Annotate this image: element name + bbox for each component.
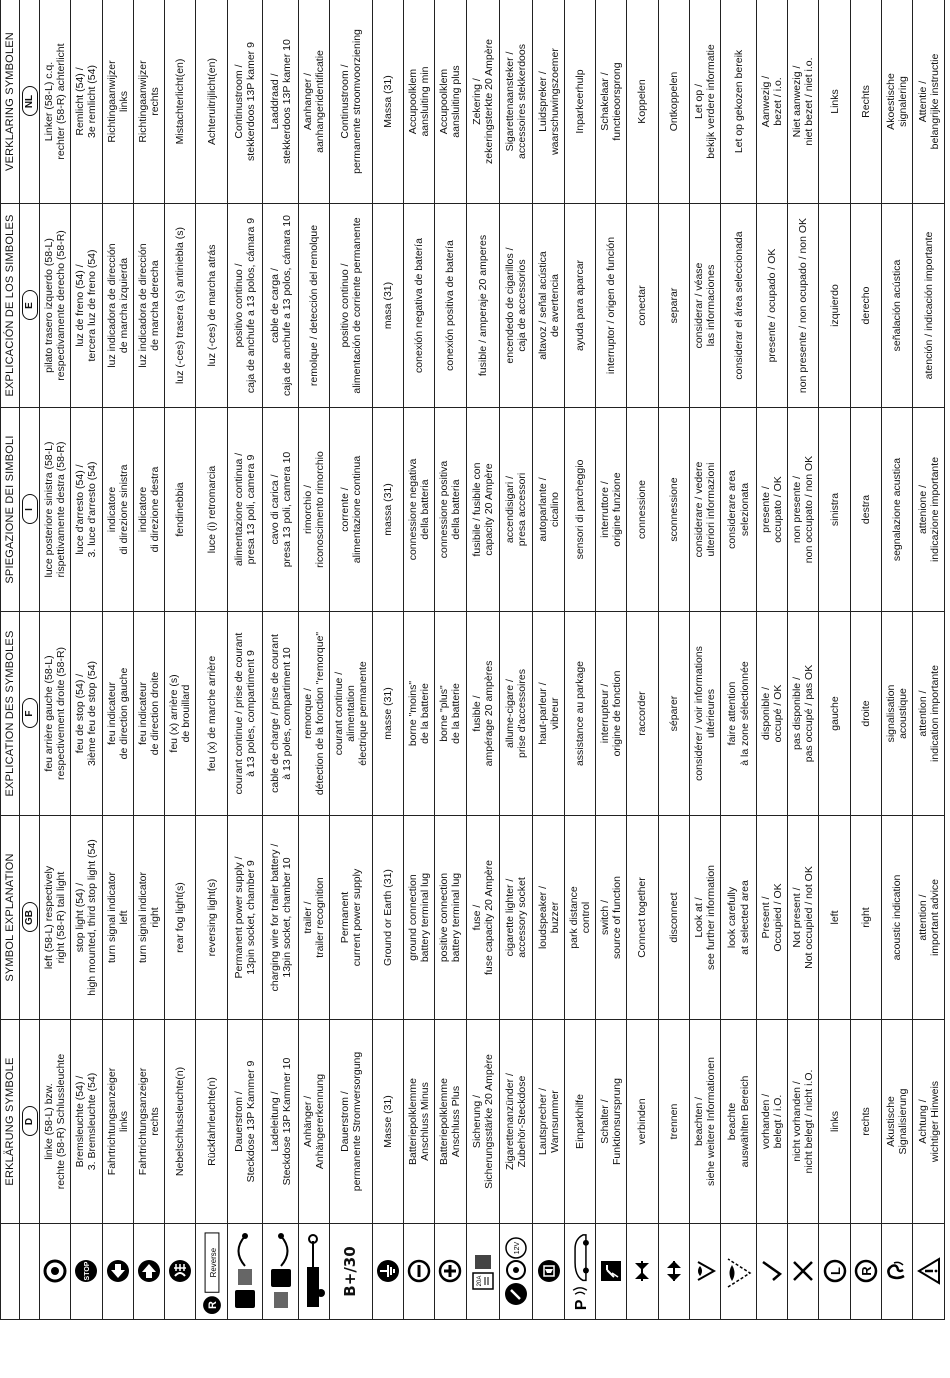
explanation-cell: allume-cigare / prise d'accessoires (499, 612, 532, 816)
explanation-cell: alimentazione continua / presa 13 poli, camera 9 (227, 408, 263, 612)
explanation-cell: turn signal indicator left (102, 816, 133, 1020)
explanation-cell: Permanent current power supply (330, 816, 372, 1020)
explanation-cell: fusible / amperaje 20 amperes (466, 204, 499, 408)
explanation-cell: acoustic indication (882, 816, 913, 1020)
explanation-cell: conexión positiva de batería (435, 204, 466, 408)
explanation-cell: Mistachterlicht(en) (165, 0, 196, 204)
switch-icon (597, 1227, 625, 1316)
svg-text:R: R (858, 1266, 874, 1277)
explanation-cell: Remlicht (54) / 3e remlicht (54) (71, 0, 102, 204)
symbol-cell (227, 1224, 263, 1320)
explanation-cell: Masse (31) (372, 1020, 403, 1224)
symbol-cell (71, 1224, 102, 1320)
symbol-cell (299, 1224, 330, 1320)
explanation-cell: presente / ocupado / OK (756, 204, 787, 408)
symbol-cell (533, 1224, 564, 1320)
explanation-cell: altavoz / señal acústica de avertencia (533, 204, 564, 408)
warning-icon (914, 1227, 943, 1316)
table-row (403, 0, 434, 1320)
explanation-cell: feu arrière gauche (58-L) respectivement droite (58-R) (40, 612, 71, 816)
explanation-cell: haut-parleur / vibreur (533, 612, 564, 816)
symbol-cell (330, 1224, 372, 1320)
acoustic-icon (883, 1227, 911, 1316)
explanation-cell: considerar el área seleccionada (721, 204, 757, 408)
explanation-cell: stop light (54) / high mounted, third stop light (54) (71, 816, 102, 1020)
explanation-cell: look carefully at selected area (721, 816, 757, 1020)
tail-light-icon (41, 1227, 69, 1316)
language-code-badge: GB (22, 903, 38, 933)
explanation-cell: connessione negativa della batteria (403, 408, 434, 612)
explanation-cell: Ground or Earth (31) (372, 816, 403, 1020)
symbol-cell (466, 1224, 499, 1320)
power-supply-icon (229, 1227, 262, 1316)
check-icon (758, 1227, 786, 1316)
fuse-20a-text: 20A (476, 1276, 483, 1287)
explanation-cell: Ladeleitung / Steckdose 13P Kammer 10 (263, 1020, 299, 1224)
symbol-cell (850, 1224, 881, 1320)
explanation-cell: positivo continuo / caja de anchufe a 13 polos, cámara 9 (227, 204, 263, 408)
explanation-cell: pilato trasero izquerdo (58-L) respectivamente derecho (58-R) (40, 204, 71, 408)
explanation-cell: non presente / non occupato / non OK (788, 408, 819, 612)
explanation-cell: izquierdo (819, 204, 850, 408)
explanation-cell: faire attention à la zone sélectionnée (721, 612, 757, 816)
explanation-cell: cable de charge / prise de courant à 13 poles, compartiment 10 (263, 612, 299, 816)
symbol-cell (263, 1224, 299, 1320)
explanation-cell: feu indicateur de direction gauche (102, 612, 133, 816)
b30-icon (331, 1227, 370, 1316)
table-row (499, 0, 532, 1320)
fuse-icon (468, 1227, 498, 1316)
language-code-badge: D (22, 1107, 38, 1137)
cigarette-lighter-icon (501, 1227, 531, 1316)
language-code (20, 1020, 40, 1224)
explanation-cell: attention / indication importante (913, 612, 945, 816)
explanation-cell: positivo continuo / alimentación de corriente permanente (330, 204, 372, 408)
explanation-cell: verbinden (627, 1020, 658, 1224)
explanation-cell: loudspeaker / buzzer (533, 816, 564, 1020)
symbol-cell (499, 1224, 532, 1320)
explanation-cell: cavo di carica / presa 13 poli, camera 10 (263, 408, 299, 612)
explanation-cell: Fahrtrichtungsanzeiger rechts (133, 1020, 164, 1224)
explanation-cell: interruptor / origen de función (596, 204, 627, 408)
symbol-cell (627, 1224, 658, 1320)
explanation-cell: segnalazione acustica (882, 408, 913, 612)
table-row (102, 0, 133, 1320)
explanation-cell: sconnessione (658, 408, 689, 612)
symbol-cell (165, 1224, 196, 1320)
table-row (788, 0, 819, 1320)
explanation-cell: links (819, 1020, 850, 1224)
explanation-cell: conectar (627, 204, 658, 408)
table-row (165, 0, 196, 1320)
explanation-cell: left (819, 816, 850, 1020)
explanation-cell: Akustische Signalisierung (882, 1020, 913, 1224)
table-row (40, 0, 71, 1320)
explanation-cell: Richtingaanwijzer links (102, 0, 133, 204)
explanation-cell: Links (819, 0, 850, 204)
explanation-cell: autoparlante / cicalino (533, 408, 564, 612)
symbol-cell (788, 1224, 819, 1320)
table-row (658, 0, 689, 1320)
language-code-badge: I (22, 495, 38, 525)
symbol-cell (913, 1224, 945, 1320)
symbol-cell (196, 1224, 227, 1320)
explanation-cell: sensori di parcheggio (564, 408, 595, 612)
header-title: SYMBOL EXPLANATION (1, 816, 20, 1020)
explanation-cell: Attentie / belangrijke instructie (913, 0, 945, 204)
table-row (882, 0, 913, 1320)
explanation-cell: Batteriepolklemme Anschluss Minus (403, 1020, 434, 1224)
explanation-cell: reversing light(s) (196, 816, 227, 1020)
explanation-cell: luz de freno (54) / tercera luz de freno (54) (71, 204, 102, 408)
header-title: SPIEGAZIONE DEI SIMBOLI (1, 408, 20, 612)
explanation-cell: Ontkoppelen (658, 0, 689, 204)
explanation-cell: Rechts (850, 0, 881, 204)
header-title (1, 1224, 20, 1320)
explanation-cell: considerar / véase las informaciones (689, 204, 720, 408)
explanation-cell: Zigarettenanzünder / Zubehör-Steckdose (499, 1020, 532, 1224)
table-row (71, 0, 102, 1320)
explanation-cell: Einparkhilfe (564, 1020, 595, 1224)
explanation-cell: rechts (850, 1020, 881, 1224)
header-title: EXPLICACIÓN DE LOS SIMBOLES (1, 204, 20, 408)
explanation-cell: positive connection battery terminal lug (435, 816, 466, 1020)
explanation-cell: luz (-ces) de marcha atrás (196, 204, 227, 408)
explanation-cell: remorque / détection de la fonction "remorque" (299, 612, 330, 816)
language-code-badge: E (22, 291, 38, 321)
explanation-cell: fusibile / fusibile con capacity 20 Ampère (466, 408, 499, 612)
explanation-cell: destra (850, 408, 881, 612)
symbol-cell (756, 1224, 787, 1320)
explanation-cell: right (850, 816, 881, 1020)
table-row (756, 0, 787, 1320)
explanation-cell: connessione positiva della batteria (435, 408, 466, 612)
explanation-cell: conexión negativa de batería (403, 204, 434, 408)
symbol-cell (721, 1224, 757, 1320)
stop-light-icon (72, 1227, 100, 1316)
symbol-cell (133, 1224, 164, 1320)
explanation-cell: Accupoolklem aansluiting plus (435, 0, 466, 204)
turn-left-icon (104, 1227, 132, 1316)
explanation-cell: cable de carga / caja de anchufe a 13 polos, cámara 10 (263, 204, 299, 408)
explanation-cell: park distance control (564, 816, 595, 1020)
explanation-cell: Linker (58-L) c.q. rechter (58-R) achterlicht (40, 0, 71, 204)
battery-minus-icon (405, 1227, 433, 1316)
explanation-cell: Inparkeerhulp (564, 0, 595, 204)
explanation-cell: presente / occupato / OK (756, 408, 787, 612)
language-code (20, 408, 40, 612)
explanation-cell: ground connection battery terminal lug (403, 816, 434, 1020)
explanation-cell: Zekering / zekeringsterkte 20 Ampère (466, 0, 499, 204)
language-code (20, 1224, 40, 1320)
explanation-cell: Continustroom / stekkerdoos 13P kamer 9 (227, 0, 263, 204)
explanation-cell: beachte auswählten Bereich (721, 1020, 757, 1224)
explanation-cell: feu de stop (54) / 3ième feu de stop (54) (71, 612, 102, 816)
explanation-cell: indicatore di direzione destra (133, 408, 164, 612)
explanation-cell: Fahrtrichtungsanzeiger links (102, 1020, 133, 1224)
explanation-cell: encendedo de cigarillos / caja de accessorios (499, 204, 532, 408)
explanation-cell: trailer / trailer recognition (299, 816, 330, 1020)
explanation-cell: considerare / vedere ulteriori informazioni (689, 408, 720, 612)
explanation-cell: Achtung / wichtiger Hinweis (913, 1020, 945, 1224)
explanation-cell: Present / Occupied / OK (756, 816, 787, 1020)
explanation-cell: cigarette lighter / accessory socket (499, 816, 532, 1020)
explanation-cell: considérer / voir informations ultérieures (689, 612, 720, 816)
header-title-row (1, 0, 20, 1320)
explanation-cell: non presente / non ocupado / non OK (788, 204, 819, 408)
explanation-cell: fuse / fuse capacity 20 Ampère (466, 816, 499, 1020)
explanation-cell: attenione / indicazione importante (913, 408, 945, 612)
explanation-cell: attention / important advice (913, 816, 945, 1020)
explanation-cell: sinistra (819, 408, 850, 612)
explanation-cell: borne "plus" de la batterie (435, 612, 466, 816)
look-at-icon (691, 1227, 719, 1316)
explanation-cell: raccorder (627, 612, 658, 816)
explanation-cell: feu (x) de marche arrière (196, 612, 227, 816)
table-row (466, 0, 499, 1320)
explanation-cell: Dauerstrom / permanente Stromversorgung (330, 1020, 372, 1224)
explanation-cell: massa (31) (372, 408, 403, 612)
selected-area-icon (722, 1227, 755, 1316)
explanation-cell: atención / indicación importante (913, 204, 945, 408)
explanation-cell: Connect together (627, 816, 658, 1020)
table-row (299, 0, 330, 1320)
explanation-cell: interruttore / origine funzione (596, 408, 627, 612)
explanation-cell: courant continue / alimentation électrique permanente (330, 612, 372, 816)
explanation-cell: Anhänger / Anhängererkennung (299, 1020, 330, 1224)
table-row (227, 0, 263, 1320)
table-row (330, 0, 372, 1320)
explanation-cell: séparer (658, 612, 689, 816)
table-row (196, 0, 227, 1320)
explanation-cell: trennen (658, 1020, 689, 1224)
b30-text: B+/30 (341, 1246, 360, 1297)
explanation-cell: Continustroom / permanente stroomvoorziening (330, 0, 372, 204)
explanation-cell: droite (850, 612, 881, 816)
reverse-text: Reverse (208, 1247, 218, 1278)
symbol-cell (372, 1224, 403, 1320)
table-row (819, 0, 850, 1320)
table-row (627, 0, 658, 1320)
explanation-cell: Aanhanger / aanhangeridentificatie (299, 0, 330, 204)
explanation-cell: Nebelschlussleuchte(n) (165, 1020, 196, 1224)
explanation-cell: gauche (819, 612, 850, 816)
explanation-cell: Richtingaanwijzer rechts (133, 0, 164, 204)
explanation-cell: indicatore di direzione sinistra (102, 408, 133, 612)
connect-icon (628, 1227, 656, 1316)
left-icon (820, 1227, 848, 1316)
explanation-cell: interrupteur / origine de fonction (596, 612, 627, 816)
explanation-cell: considerare area selezionata (721, 408, 757, 612)
explanation-cell: Sigarettenaansteker / accessoires stekkerdoos (499, 0, 532, 204)
explanation-cell: fendinebbia (165, 408, 196, 612)
symbol-cell (882, 1224, 913, 1320)
explanation-cell: Permanent power supply / 13pin socket, chamber 9 (227, 816, 263, 1020)
trailer-icon (300, 1227, 328, 1316)
svg-text:L: L (827, 1267, 843, 1276)
table-row (372, 0, 403, 1320)
explanation-cell: Schalter / Funktionsursprung (596, 1020, 627, 1224)
header-code-row (20, 0, 40, 1320)
explanation-cell: disponible / occupé / OK (756, 612, 787, 816)
explanation-cell: Koppelen (627, 0, 658, 204)
table-row (133, 0, 164, 1320)
explanation-cell: connessione (627, 408, 658, 612)
explanation-cell: corrente / alimentazione continua (330, 408, 372, 612)
explanation-cell: Laaddraad / stekkerdoos 13P kamer 10 (263, 0, 299, 204)
explanation-cell: Batteriepolklemme Anschluss Plus (435, 1020, 466, 1224)
ground-icon (374, 1227, 402, 1316)
disconnect-icon (660, 1227, 688, 1316)
cross-icon (789, 1227, 817, 1316)
explanation-cell: luz indicadora de dirección de marcha derecha (133, 204, 164, 408)
header-title: ERKLÄRUNG SYMBOLE (1, 1020, 20, 1224)
symbol-cell (435, 1224, 466, 1320)
table-row (689, 0, 720, 1320)
table-row (850, 0, 881, 1320)
explanation-cell: left (58-L) respectively right (58-R) tail light (40, 816, 71, 1020)
explanation-cell: Aanwezig / bezet / i.o. (756, 0, 787, 204)
svg-text:R: R (206, 1301, 219, 1310)
header-title: VERKLARING SYMBOLEN (1, 0, 20, 204)
symbol-cell (689, 1224, 720, 1320)
explanation-cell: masse (31) (372, 612, 403, 816)
explanation-cell: pas disponible / pas occupé / pas OK (788, 612, 819, 816)
explanation-cell: accendisigari / presa accessori (499, 408, 532, 612)
explanation-cell: charging wire for trailer battery / 13pin socket, chamber 10 (263, 816, 299, 1020)
language-code (20, 612, 40, 816)
explanation-cell: Achteruitrijlicht(en) (196, 0, 227, 204)
table-row (721, 0, 757, 1320)
symbol-cell (564, 1224, 595, 1320)
explanation-cell: luce d'arresto (54) / 3. luce d'arresto (54) (71, 408, 102, 612)
explanation-cell: borne "moins" de la batterie (403, 612, 434, 816)
loudspeaker-icon (534, 1227, 562, 1316)
explanation-cell: luce (i) retromarcia (196, 408, 227, 612)
park-assist-icon (566, 1227, 594, 1316)
explanation-cell: linke (58-L) bzw. rechte (58-R) Schlussleuchte (40, 1020, 71, 1224)
explanation-cell: Let op / bekijk verdere informatie (689, 0, 720, 204)
explanation-cell: Rückfahrleuchte(n) (196, 1020, 227, 1224)
explanation-cell: derecho (850, 204, 881, 408)
explanation-cell: Look at / see further information (689, 816, 720, 1020)
explanation-cell: disconnect (658, 816, 689, 1020)
12v-text: 12V (514, 1242, 522, 1255)
language-code-badge: F (22, 699, 38, 729)
explanation-cell: Schakelaar / functieoorsprong (596, 0, 627, 204)
explanation-cell: beachten / siehe weitere Informationen (689, 1020, 720, 1224)
explanation-cell: courant continue / prise de courant à 13 poles, compartiment 9 (227, 612, 263, 816)
language-code-badge: NL (22, 87, 38, 117)
explanation-cell: Lautsprecher / Warnsummer (533, 1020, 564, 1224)
explanation-cell: luz (-ces) trasera (s) antiniebla (s) (165, 204, 196, 408)
symbol-cell (596, 1224, 627, 1320)
explanation-cell: fusible / ampérage 20 ampères (466, 612, 499, 816)
symbol-cell (819, 1224, 850, 1320)
explanation-cell: Massa (31) (372, 0, 403, 204)
explanation-cell: vorhanden / belegt / i.O. (756, 1020, 787, 1224)
table-row (564, 0, 595, 1320)
explanation-cell: feu (x) arrière (s) de brouillard (165, 612, 196, 816)
explanation-cell: Dauerstrom / Steckdose 13P Kammer 9 (227, 1020, 263, 1224)
symbol-cell (658, 1224, 689, 1320)
explanation-cell: turn signal indicator right (133, 816, 164, 1020)
language-code (20, 0, 40, 204)
table-row (435, 0, 466, 1320)
explanation-cell: ayuda para aparcar (564, 204, 595, 408)
charging-wire-icon (264, 1227, 297, 1316)
explanation-cell: remolque / detección del remolque (299, 204, 330, 408)
explanation-cell: Let op gekozen bereik (721, 0, 757, 204)
battery-plus-icon (436, 1227, 464, 1316)
explanation-cell: Accupoolklem aansluiting min (403, 0, 434, 204)
table-row (596, 0, 627, 1320)
language-code (20, 816, 40, 1020)
symbol-cell (403, 1224, 434, 1320)
explanation-cell: señalación acústica (882, 204, 913, 408)
reversing-light-icon (197, 1227, 225, 1316)
explanation-cell: rimorchio / riconoscimento rimorchio (299, 408, 330, 612)
explanation-cell: luce posteriore sinistra (58-L) rispettivamente destra (58-R) (40, 408, 71, 612)
explanation-cell: Luidspreker / waarschuwingszoemer (533, 0, 564, 204)
explanation-cell: rear fog light(s) (165, 816, 196, 1020)
explanation-cell: masa (31) (372, 204, 403, 408)
explanation-cell: feu indicateur de direction droite (133, 612, 164, 816)
stop-text: STOP (84, 1262, 92, 1281)
language-code (20, 204, 40, 408)
turn-right-icon (135, 1227, 163, 1316)
explanation-cell: switch / source of function (596, 816, 627, 1020)
explanation-cell: nicht vorhanden / nicht belegt / nicht i.O. (788, 1020, 819, 1224)
symbol-cell (102, 1224, 133, 1320)
table-row (263, 0, 299, 1320)
explanation-cell: Sicherung / Sicherungsstärke 20 Ampère (466, 1020, 499, 1224)
explanation-cell: luz indicadora de dirección de marcha izquierda (102, 204, 133, 408)
right-icon (852, 1227, 880, 1316)
table-row (913, 0, 945, 1320)
header-title: EXPLICATION DES SYMBOLES (1, 612, 20, 816)
park-p-text: P (572, 1299, 590, 1311)
symbol-cell (40, 1224, 71, 1320)
explanation-cell: assistance au parkage (564, 612, 595, 816)
explanation-cell: Not present / Not occupied / not OK (788, 816, 819, 1020)
table-row (533, 0, 564, 1320)
explanation-cell: Bremsleuchte (54) / 3. Bremsleuchte (54) (71, 1020, 102, 1224)
rear-fog-light-icon (166, 1227, 194, 1316)
explanation-cell: separar (658, 204, 689, 408)
explanation-cell: Niet aanwezig / niet bezet / niet i.o. (788, 0, 819, 204)
explanation-cell: signalisation acoustique (882, 612, 913, 816)
explanation-cell: Akoestische signalering (882, 0, 913, 204)
